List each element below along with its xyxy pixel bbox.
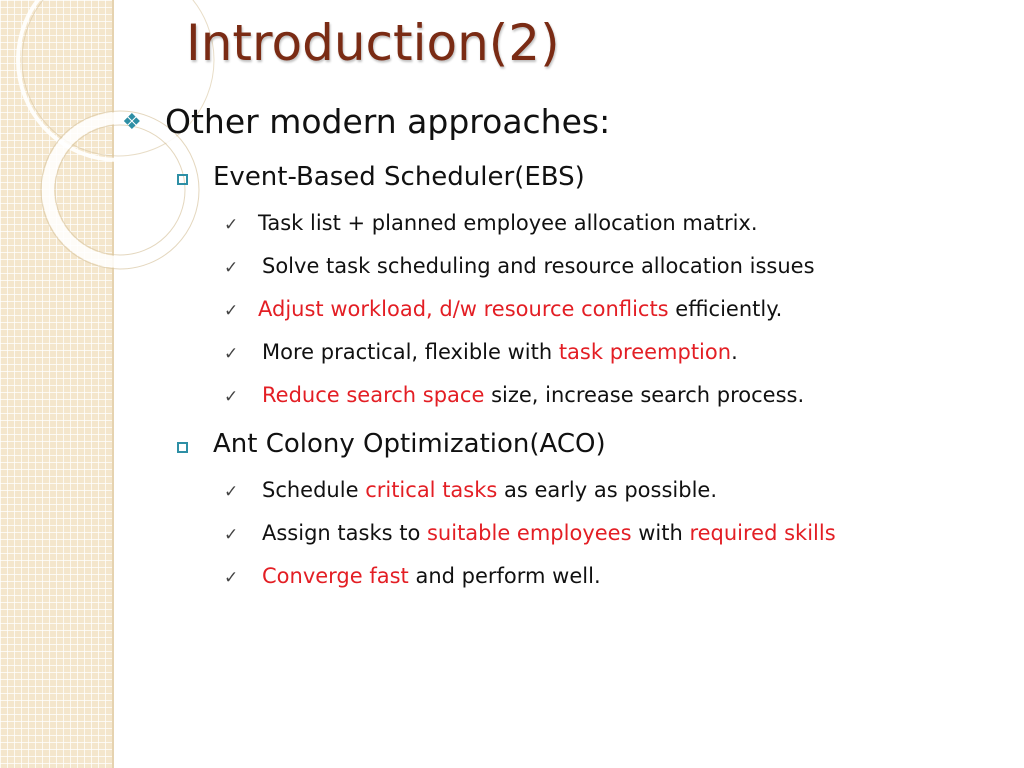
item-text: and perform well. (408, 564, 601, 588)
item-text: size, increase search process. (484, 383, 805, 407)
list-item (258, 297, 782, 321)
highlighted-text: suitable employees (426, 521, 632, 545)
checkmark-icon: ✓ (224, 258, 239, 278)
checkmark-icon: ✓ (224, 215, 239, 235)
level1-text: Other modern approaches: (165, 102, 611, 141)
square-bullet-icon (177, 174, 188, 185)
highlighted-text: Reduce search space (262, 383, 485, 407)
list-item (262, 254, 815, 278)
list-item (262, 521, 836, 545)
highlighted-text: critical tasks (365, 478, 498, 502)
section-heading-aco: Ant Colony Optimization(ACO) (213, 429, 606, 459)
checkmark-icon: ✓ (224, 344, 239, 364)
item-text: Assign tasks to (262, 521, 427, 545)
item-text: Solve task scheduling and resource allocation issues (262, 254, 815, 278)
highlighted-text: Converge fast (262, 564, 409, 588)
list-item (262, 383, 804, 407)
checkmark-icon: ✓ (224, 301, 239, 321)
checkmark-icon: ✓ (224, 482, 239, 502)
list-item (262, 564, 601, 588)
diamond-bullet-icon: ❖ (122, 110, 142, 135)
square-bullet-icon (177, 442, 188, 453)
list-item (262, 478, 717, 502)
item-text: with (631, 521, 690, 545)
list-item (262, 340, 738, 364)
item-text: as early as possible. (497, 478, 718, 502)
highlighted-text: Adjust workload, d/w resource conflicts (258, 297, 669, 321)
item-text: . (731, 340, 738, 364)
checkmark-icon: ✓ (224, 568, 239, 588)
item-text: efficiently. (668, 297, 783, 321)
item-text: Task list + planned employee allocation matrix. (258, 211, 758, 235)
item-text: Schedule (262, 478, 366, 502)
checkmark-icon: ✓ (224, 525, 239, 545)
item-text: More practical, flexible with (262, 340, 559, 364)
section-heading-ebs: Event-Based Scheduler(EBS) (213, 162, 585, 192)
list-item (258, 211, 758, 235)
decorative-circle-ring-inner (55, 125, 185, 255)
highlighted-text: required skills (689, 521, 836, 545)
checkmark-icon: ✓ (224, 387, 239, 407)
highlighted-text: task preemption (558, 340, 732, 364)
slide-title: Introduction(2) (186, 14, 560, 72)
